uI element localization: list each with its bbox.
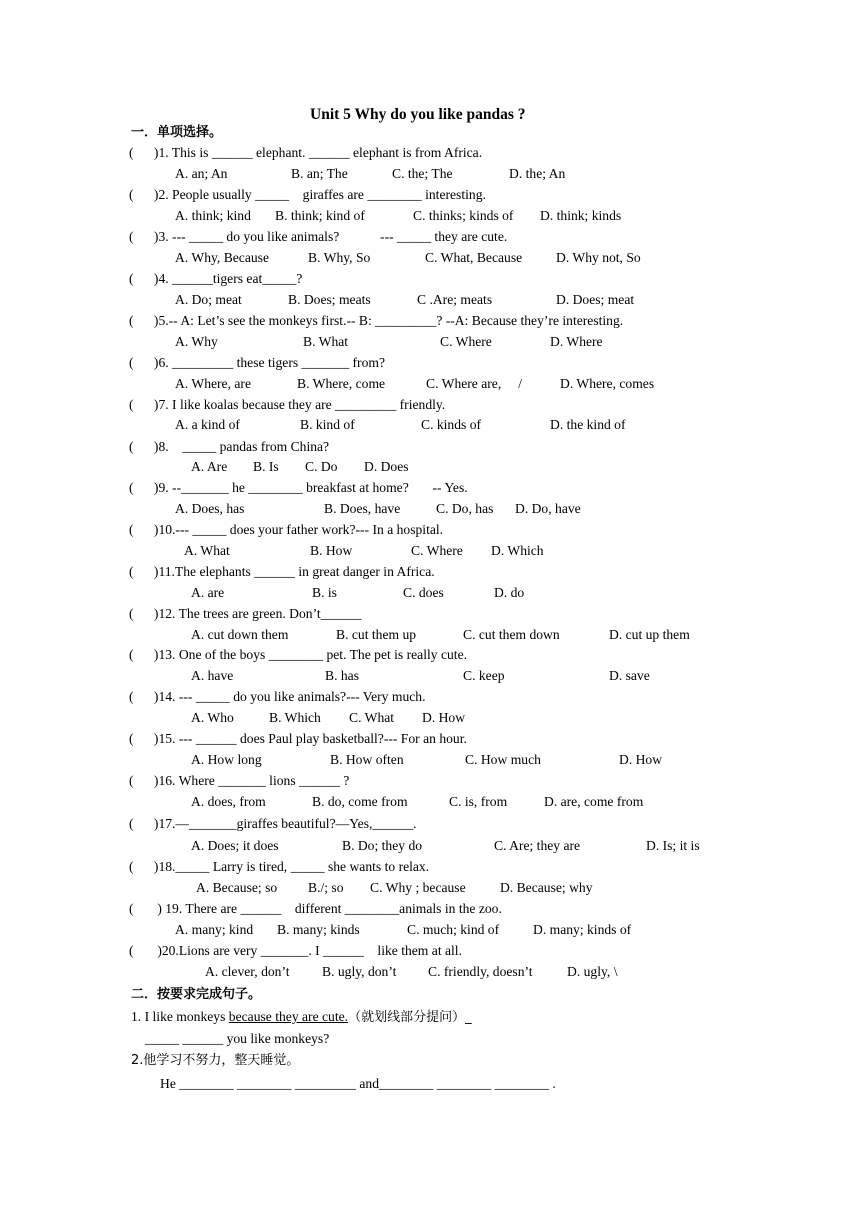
question-5-stem: ( )5.-- A: Let’s see the monkeys first.-- B: _________? --A: Because they’re interesting.	[129, 313, 624, 328]
question-1-option-c: C. the; The	[392, 166, 453, 181]
question-10-option-c: C. Where	[411, 543, 463, 558]
question-6-option-d: D. Where, comes	[560, 376, 655, 391]
question-15-option-d: D. How	[619, 752, 663, 767]
question-7-option-c: C. kinds of	[421, 417, 482, 432]
page-title: Unit 5 Why do you like pandas ?	[310, 106, 526, 123]
question-14-option-a: A. Who	[191, 710, 234, 725]
question-2-option-c: C. thinks; kinds of	[413, 208, 514, 223]
question-5-option-c: C. Where	[440, 334, 492, 349]
question-18-option-c: C. Why ; because	[370, 880, 466, 895]
section-heading-complete-sentences: 二．按要求完成句子。	[131, 987, 262, 1002]
question-1-option-d: D. the; An	[509, 166, 566, 181]
question-15-stem: ( )15. --- ______ does Paul play basketball?--- For an hour.	[129, 731, 467, 746]
question-8-option-d: D. Does	[364, 459, 409, 474]
question-2-stem: ( )2. People usually _____ giraffes are ________ interesting.	[129, 187, 486, 202]
sentence-2-answer-line: He ________ ________ _________ and________ ________ ________ .	[160, 1076, 556, 1091]
question-15-option-a: A. How long	[191, 752, 262, 767]
question-9-option-c: C. Do, has	[436, 501, 494, 516]
question-5-option-d: D. Where	[550, 334, 603, 349]
question-20-option-c: C. friendly, doesn’t	[428, 964, 533, 979]
question-16-option-c: C. is, from	[449, 794, 508, 809]
question-9-stem: ( )9. --_______ he ________ breakfast at home? -- Yes.	[129, 480, 468, 495]
question-11-option-c: C. does	[403, 585, 444, 600]
question-12-option-b: B. cut them up	[336, 627, 417, 642]
question-6-stem: ( )6. _________ these tigers _______ from?	[129, 355, 385, 370]
question-11-option-b: B. is	[312, 585, 337, 600]
question-4-option-c: C .Are; meats	[417, 292, 493, 307]
question-6-option-c: C. Where are, /	[426, 376, 522, 391]
question-11-option-a: A. are	[191, 585, 225, 600]
question-4-option-b: B. Does; meats	[288, 292, 371, 307]
question-17-option-c: C. Are; they are	[494, 838, 581, 853]
question-11-stem: ( )11.The elephants ______ in great danger in Africa.	[129, 564, 435, 579]
question-20-option-a: A. clever, don’t	[205, 964, 290, 979]
question-10-option-d: D. Which	[491, 543, 544, 558]
section-heading-multiple-choice: 一．单项选择。	[131, 125, 223, 140]
question-7-stem: ( )7. I like koalas because they are _________ friendly.	[129, 397, 446, 412]
sentence-question-1	[131, 1010, 472, 1024]
question-4-option-d: D. Does; meat	[556, 292, 635, 307]
question-3-option-a: A. Why, Because	[175, 250, 269, 265]
question-7-option-d: D. the kind of	[550, 417, 626, 432]
question-10-option-b: B. How	[310, 543, 353, 558]
question-1-option-b: B. an; The	[291, 166, 348, 181]
question-18-option-d: D. Because; why	[500, 880, 593, 895]
question-17-option-a: A. Does; it does	[191, 838, 279, 853]
question-14-option-b: B. Which	[269, 710, 321, 725]
question-10-stem: ( )10.--- _____ does your father work?--- In a hospital.	[129, 522, 444, 537]
question-18-stem: ( )18._____ Larry is tired, _____ she wants to relax.	[129, 859, 430, 874]
question-9-option-d: D. Do, have	[515, 501, 581, 516]
question-7-option-b: B. kind of	[300, 417, 355, 432]
question-13-stem: ( )13. One of the boys ________ pet. The pet is really cute.	[129, 647, 468, 662]
question-3-option-b: B. Why, So	[308, 250, 371, 265]
question-19-option-c: C. much; kind of	[407, 922, 500, 937]
sentence-1-answer-line: _____ ______ you like monkeys?	[145, 1031, 330, 1046]
question-6-option-a: A. Where, are	[175, 376, 251, 391]
question-10-option-a: A. What	[184, 543, 230, 558]
question-16-stem: ( )16. Where _______ lions ______ ?	[129, 773, 350, 788]
question-16-option-a: A. does, from	[191, 794, 266, 809]
question-4-option-a: A. Do; meat	[175, 292, 242, 307]
question-3-option-d: D. Why not, So	[556, 250, 641, 265]
question-6-option-b: B. Where, come	[297, 376, 386, 391]
question-17-stem: ( )17.—_______giraffes beautiful?—Yes,______.	[129, 816, 417, 831]
question-17-option-d: D. Is; it is	[646, 838, 700, 853]
question-16-option-d: D. are, come from	[544, 794, 644, 809]
question-13-option-d: D. save	[609, 668, 650, 683]
underlined-phrase: because they are cute.	[228, 1009, 349, 1024]
question-7-option-a: A. a kind of	[175, 417, 240, 432]
question-14-option-d: D. How	[422, 710, 466, 725]
sentence-1-text: 1. I like monkeys	[131, 1009, 229, 1024]
question-20-option-d: D. ugly, \	[567, 964, 618, 979]
question-17-option-b: B. Do; they do	[342, 838, 423, 853]
question-19-stem: ( ) 19. There are ______ different ________animals in the zoo.	[129, 901, 502, 916]
question-3-stem: ( )3. --- _____ do you like animals? --- _____ they are cute.	[129, 229, 508, 244]
question-12-option-c: C. cut them down	[463, 627, 560, 642]
question-3-option-c: C. What, Because	[425, 250, 523, 265]
question-2-option-a: A. think; kind	[175, 208, 251, 223]
question-13-option-b: B. has	[325, 668, 359, 683]
sentence-question-2: 2.他学习不努力，整天睡觉。	[131, 1053, 300, 1068]
question-14-stem: ( )14. --- _____ do you like animals?--- Very much.	[129, 689, 426, 704]
question-1-option-a: A. an; An	[175, 166, 228, 181]
question-19-option-b: B. many; kinds	[277, 922, 360, 937]
question-14-option-c: C. What	[349, 710, 395, 725]
question-5-option-a: A. Why	[175, 334, 218, 349]
question-11-option-d: D. do	[494, 585, 525, 600]
question-9-option-a: A. Does, has	[175, 501, 245, 516]
sentence-1-instruction: （就划线部分提问）_	[348, 1010, 472, 1025]
question-8-option-b: B. Is	[253, 459, 279, 474]
question-8-stem: ( )8. _____ pandas from China?	[129, 439, 330, 454]
question-19-option-d: D. many; kinds of	[533, 922, 632, 937]
question-18-option-a: A. Because; so	[196, 880, 278, 895]
question-8-option-a: A. Are	[191, 459, 228, 474]
question-19-option-a: A. many; kind	[175, 922, 254, 937]
question-15-option-b: B. How often	[330, 752, 404, 767]
question-4-stem: ( )4. ______tigers eat_____?	[129, 271, 303, 286]
question-12-option-d: D. cut up them	[609, 627, 690, 642]
question-18-option-b: B./; so	[308, 880, 344, 895]
question-8-option-c: C. Do	[305, 459, 338, 474]
question-20-option-b: B. ugly, don’t	[322, 964, 397, 979]
question-13-option-c: C. keep	[463, 668, 505, 683]
question-13-option-a: A. have	[191, 668, 234, 683]
question-2-option-b: B. think; kind of	[275, 208, 365, 223]
question-12-stem: ( )12. The trees are green. Don’t______	[129, 606, 362, 621]
question-12-option-a: A. cut down them	[191, 627, 289, 642]
question-15-option-c: C. How much	[465, 752, 541, 767]
question-5-option-b: B. What	[303, 334, 349, 349]
question-2-option-d: D. think; kinds	[540, 208, 622, 223]
question-9-option-b: B. Does, have	[324, 501, 401, 516]
question-16-option-b: B. do, come from	[312, 794, 408, 809]
question-20-stem: ( )20.Lions are very _______. I ______ like them at all.	[129, 943, 462, 958]
question-1-stem: ( )1. This is ______ elephant. ______ elephant is from Africa.	[129, 145, 483, 160]
